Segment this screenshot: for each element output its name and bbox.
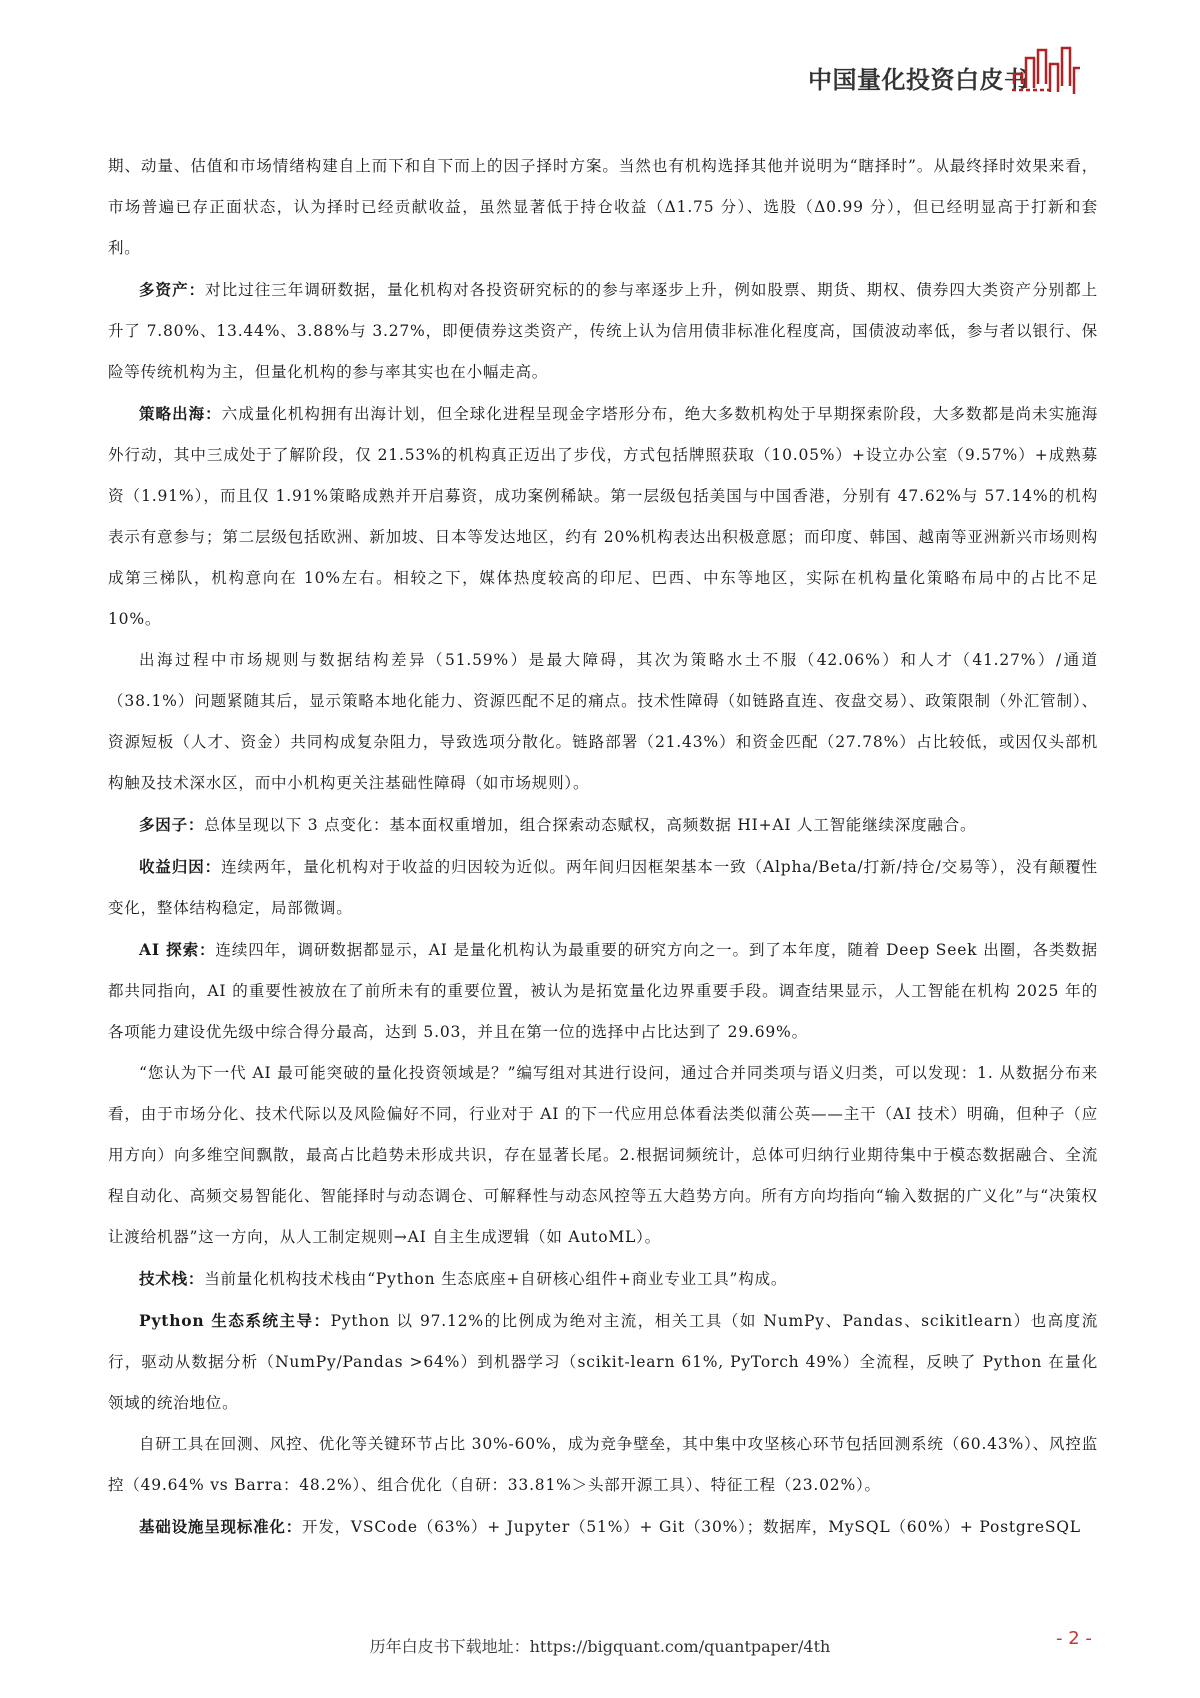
paragraph-ai <box>108 929 1098 1053</box>
header-title: 中国量化投资白皮书 <box>808 66 1029 94</box>
paragraph-multi-asset <box>108 269 1098 393</box>
paragraph-text: 出海过程中市场规则与数据结构差异（51.59%）是最大障碍，其次为策略水土不服（42.06%）和人才（41.27%）/通道（38.1%）问题紧随其后，显示策略本地化能力、资源匹配不足的痛点。技术性障碍（如链路直连、夜盘交易）、政策限制（外汇管制）、资源短板（人才、资金）共同构成复杂阻力，导致选项分散化。链路部署（21.43%）和资金匹配（27.78%）占比较低，或因仅头部机构触及技术深水区，而中小机构更关注基础性障碍（如市场规则）。 <box>108 651 1098 792</box>
paragraph-multi-factor <box>108 804 1098 846</box>
paragraph-inhouse-tools <box>108 1424 1098 1506</box>
page-number: - 2 - <box>1056 1628 1092 1649</box>
paragraph-lead: AI 探索： <box>139 940 216 959</box>
paragraph-python <box>108 1300 1098 1424</box>
paragraph-infrastructure <box>108 1506 1098 1548</box>
paragraph-text: Python 以 97.12%的比例成为绝对主流，相关工具（如 NumPy、Pandas、scikitlearn）也高度流行，驱动从数据分析（NumPy/Pandas >64%）到机器学习（scikit-learn 61%, PyTorch 49%）全流程，反映了 Python 在量化领域的统治地位。 <box>108 1312 1098 1412</box>
paragraph-attribution <box>108 846 1098 929</box>
paragraph-overseas-obstacles <box>108 640 1098 804</box>
paragraph-text: 六成量化机构拥有出海计划，但全球化进程呈现金字塔形分布，绝大多数机构处于早期探索阶段，大多数都是尚未实施海外行动，其中三成处于了解阶段，仅 21.53%的机构真正迈出了步伐，方式包括牌照获取（10.05%）+设立办公室（9.57%）+成熟募资（1.91%），而且仅 1.91%策略成熟并开启募资，成功案例稀缺。第一层级包括美国与中国香港，分别有 47.62%与 57.14%的机构表示有意参与；第二层级包括欧洲、新加坡、日本等发达地区，约有 20%机构表达出积极意愿；而印度、韩国、越南等亚洲新兴市场则构成第三梯队，机构意向在 10%左右。相较之下，媒体热度较高的印尼、巴西、中东等地区，实际在机构量化策略布局中的占比不足 10%。 <box>108 405 1098 628</box>
paragraph-text: 开发，VSCode（63%）+ Jupyter（51%）+ Git（30%）；数据库，MySQL（60%）+ PostgreSQL <box>302 1518 1081 1536</box>
paragraph-text: 自研工具在回测、风控、优化等关键环节占比 30%-60%，成为竞争壁垒，其中集中攻坚核心环节包括回测系统（60.43%）、风控监控（49.64% vs Barra：48.2%）、组合优化（自研：33.81%＞头部开源工具）、特征工程（23.02%）。 <box>108 1435 1098 1494</box>
paragraph-timing <box>108 146 1098 269</box>
document-body <box>108 146 1098 1548</box>
paragraph-text: 期、动量、估值和市场情绪构建自上而下和自下而上的因子择时方案。当然也有机构选择其他并说明为“瞎择时”。从最终择时效果来看，市场普遍已存正面状态，认为择时已经贡献收益，虽然显著低于持仓收益（Δ1.75 分）、选股（Δ0.99 分），但已经明显高于打新和套利。 <box>108 157 1098 257</box>
paragraph-lead: 技术栈： <box>139 1269 205 1288</box>
paragraph-lead: Python 生态系统主导： <box>139 1311 331 1330</box>
whitepaper-logo-icon <box>1012 44 1082 96</box>
paragraph-text: “您认为下一代 AI 最可能突破的量化投资领域是？”编写组对其进行设问，通过合并同类项与语义归类，可以发现：1. 从数据分布来看，由于市场分化、技术代际以及风险偏好不同，行业对于 AI 的下一代应用总体看法类似蒲公英——主干（AI 技术）明确，但种子（应用方向）向多维空间飘散，最高占比趋势未形成共识，存在显著长尾。2.根据词频统计，总体可归纳行业期待集中于模态数据融合、全流程自动化、高频交易智能化、智能择时与动态调仓、可解释性与动态风控等五大趋势方向。所有方向均指向“输入数据的广义化”与“决策权让渡给机器”这一方向，从人工制定规则→AI 自主生成逻辑（如 AutoML）。 <box>108 1064 1098 1246</box>
paragraph-overseas <box>108 393 1098 640</box>
paragraph-ai-question <box>108 1053 1098 1258</box>
paragraph-tech-stack <box>108 1258 1098 1300</box>
paragraph-lead: 多资产： <box>139 280 206 299</box>
paragraph-lead: 基础设施呈现标准化： <box>139 1517 303 1536</box>
paragraph-text: 当前量化机构技术栈由“Python 生态底座+自研核心组件+商业专业工具”构成。 <box>204 1270 788 1288</box>
paragraph-text: 连续两年，量化机构对于收益的归因较为近似。两年间归因框架基本一致（Alpha/Beta/打新/持仓/交易等），没有颠覆性变化，整体结构稳定，局部微调。 <box>108 858 1098 917</box>
paragraph-text: 对比过往三年调研数据，量化机构对各投资研究标的的参与率逐步上升，例如股票、期货、期权、债券四大类资产分别都上升了 7.80%、13.44%、3.88%与 3.27%，即便债券这类资产，传统上认为信用债非标准化程度高，国债波动率低，参与者以银行、保险等传统机构为主，但量化机构的参与率其实也在小幅走高。 <box>108 281 1098 381</box>
paragraph-lead: 策略出海： <box>139 404 222 423</box>
paragraph-text: 连续四年，调研数据都显示，AI 是量化机构认为最重要的研究方向之一。到了本年度，随着 Deep Seek 出圈，各类数据都共同指向，AI 的重要性被放在了前所未有的重要位置，被认为是拓宽量化边界重要手段。调查结果显示，人工智能在机构 2025 年的各项能力建设优先级中综合得分最高，达到 5.03，并且在第一位的选择中占比达到了 29.69%。 <box>108 941 1098 1041</box>
paragraph-lead: 多因子： <box>139 815 205 834</box>
paragraph-lead: 收益归因： <box>139 857 222 876</box>
paragraph-text: 总体呈现以下 3 点变化：基本面权重增加，组合探索动态赋权，高频数据 HI+AI 人工智能继续深度融合。 <box>204 816 977 834</box>
footer-download-url[interactable]: 历年白皮书下载地址：https://bigquant.com/quantpaper/4th <box>369 1637 831 1656</box>
